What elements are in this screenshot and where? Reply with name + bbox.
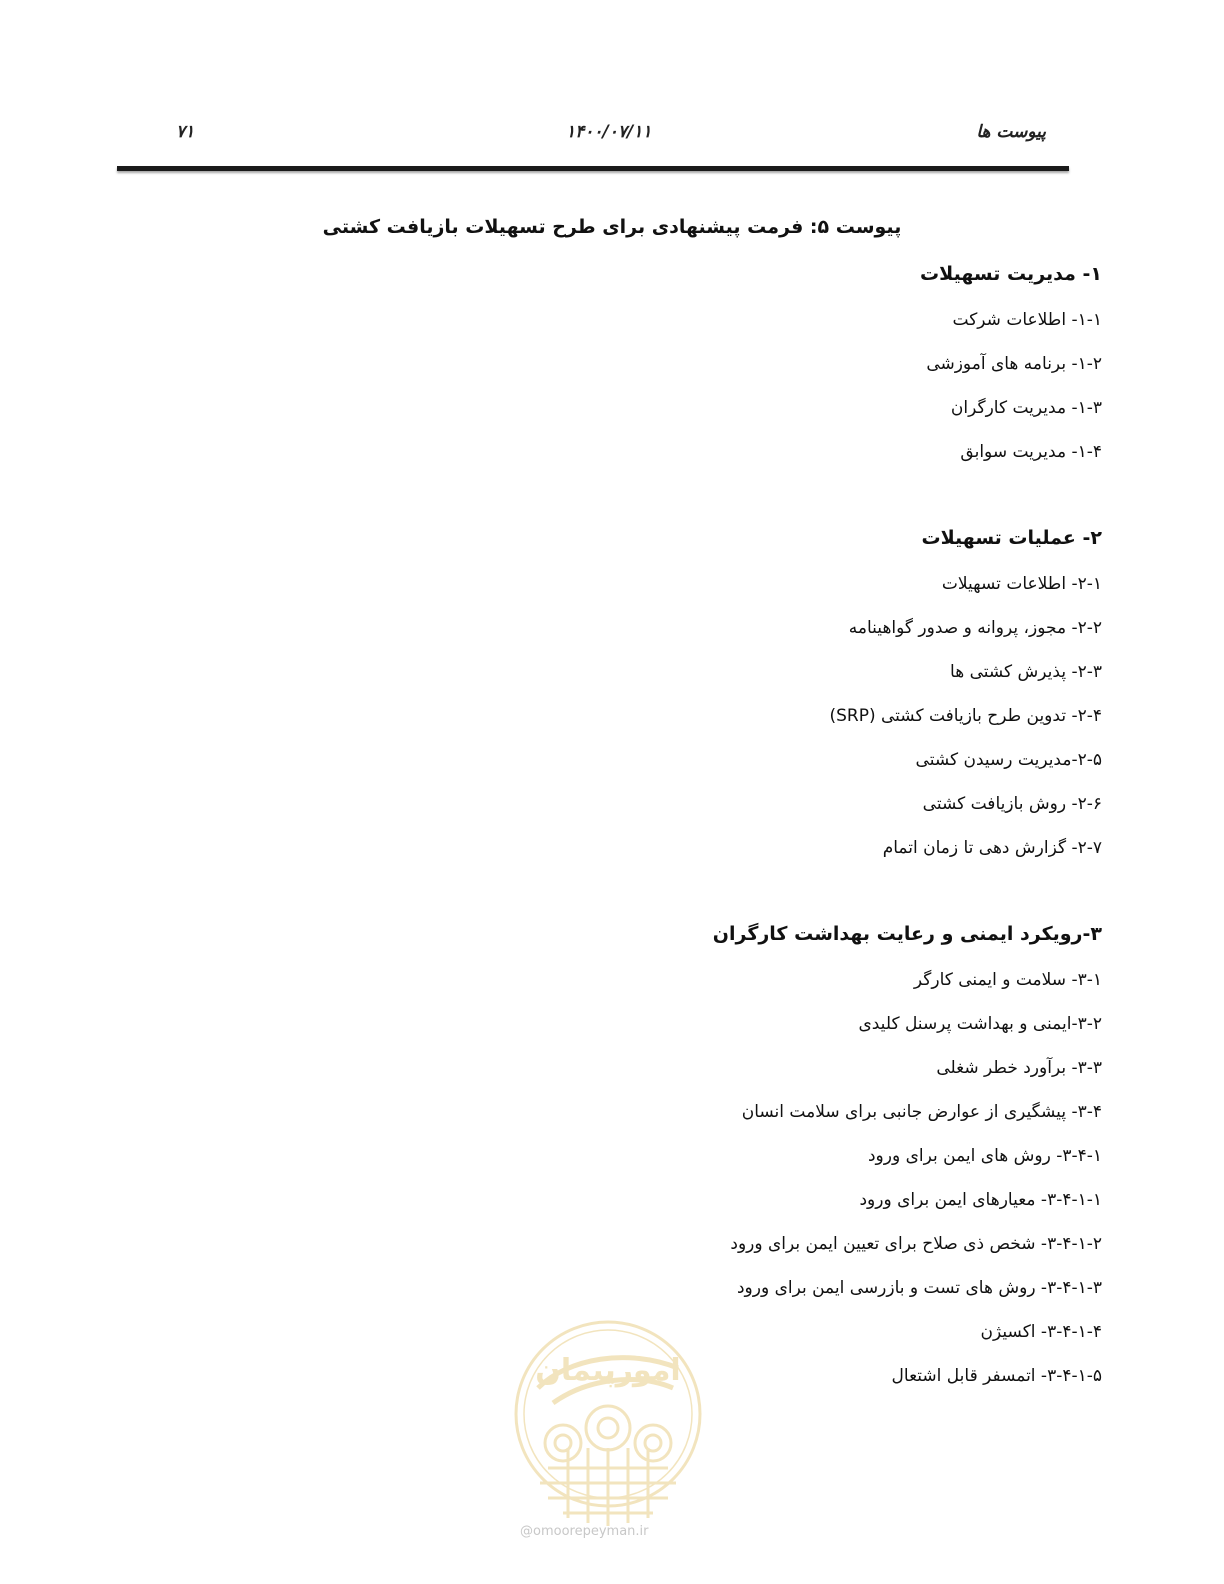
outline-item: ۲-۱- اطلاعات تسهیلات: [941, 574, 1102, 594]
outline-item: ۲-۴- تدوین طرح بازیافت کشتی (SRP): [829, 706, 1102, 726]
page-number: ۷۱: [176, 122, 195, 142]
outline-item: ۳-۴-۱-۵- اتمسفر قابل اشتعال: [891, 1366, 1102, 1386]
outline-item: ۲-۵-مدیریت رسیدن کشتی: [915, 750, 1102, 770]
outline-item: ۱-۴- مدیریت سوابق: [960, 442, 1102, 462]
section-heading: ۳-رویکرد ایمنی و رعایت بهداشت کارگران: [712, 923, 1102, 945]
page-header: [0, 118, 1224, 154]
section-heading: ۲- عملیات تسهیلات: [921, 527, 1102, 549]
outline-item: ۲-۳- پذیرش کشتی ها: [950, 662, 1102, 682]
spacer: [402, 474, 1102, 518]
outline-item: ۳-۴-۱- روش های ایمن برای ورود: [867, 1146, 1102, 1166]
outline-item: ۳-۱- سلامت و ایمنی کارگر: [913, 970, 1102, 990]
outline-item: ۳-۴-۱-۲- شخص ذی صلاح برای تعیین ایمن برای ورود: [730, 1234, 1102, 1254]
outline-item: ۳-۲-ایمنی و بهداشت پرسنل کلیدی: [858, 1014, 1102, 1034]
outline: [402, 254, 1102, 1398]
watermark-logo-text: امورپیمان: [535, 1353, 681, 1388]
header-section-title: پیوست ها: [976, 122, 1046, 142]
outline-item: ۳-۴-۱-۴- اکسیژن: [980, 1322, 1102, 1342]
watermark-logo: [508, 1318, 708, 1548]
outline-item: ۱-۳- مدیریت کارگران: [950, 398, 1102, 418]
outline-item: ۲-۲- مجوز، پروانه و صدور گواهینامه: [848, 618, 1102, 638]
outline-item: ۳-۴- پیشگیری از عوارض جانبی برای سلامت انسان: [741, 1102, 1102, 1122]
outline-item: ۳-۳- برآورد خطر شغلی: [936, 1058, 1102, 1078]
outline-item: ۳-۴-۱-۱- معیارهای ایمن برای ورود: [859, 1190, 1102, 1210]
outline-item: ۱-۲- برنامه های آموزشی: [926, 354, 1102, 374]
outline-item: ۲-۷- گزارش دهی تا زمان اتمام: [882, 838, 1102, 858]
outline-item: ۳-۴-۱-۳- روش های تست و بازرسی ایمن برای ورود: [736, 1278, 1102, 1298]
watermark-url: @omoorepeyman.ir: [520, 1524, 649, 1539]
header-date: ۱۴۰۰/۰۷/۱۱: [566, 122, 652, 142]
outline-item: ۱-۱- اطلاعات شرکت: [952, 310, 1102, 330]
header-divider: [117, 166, 1069, 171]
spacer: [402, 870, 1102, 914]
section-heading: ۱- مدیریت تسهیلات: [920, 263, 1102, 285]
page-title: پیوست ۵: فرمت پیشنهادی برای طرح تسهیلات بازیافت کشتی: [322, 216, 902, 238]
outline-item: ۲-۶- روش بازیافت کشتی: [922, 794, 1102, 814]
